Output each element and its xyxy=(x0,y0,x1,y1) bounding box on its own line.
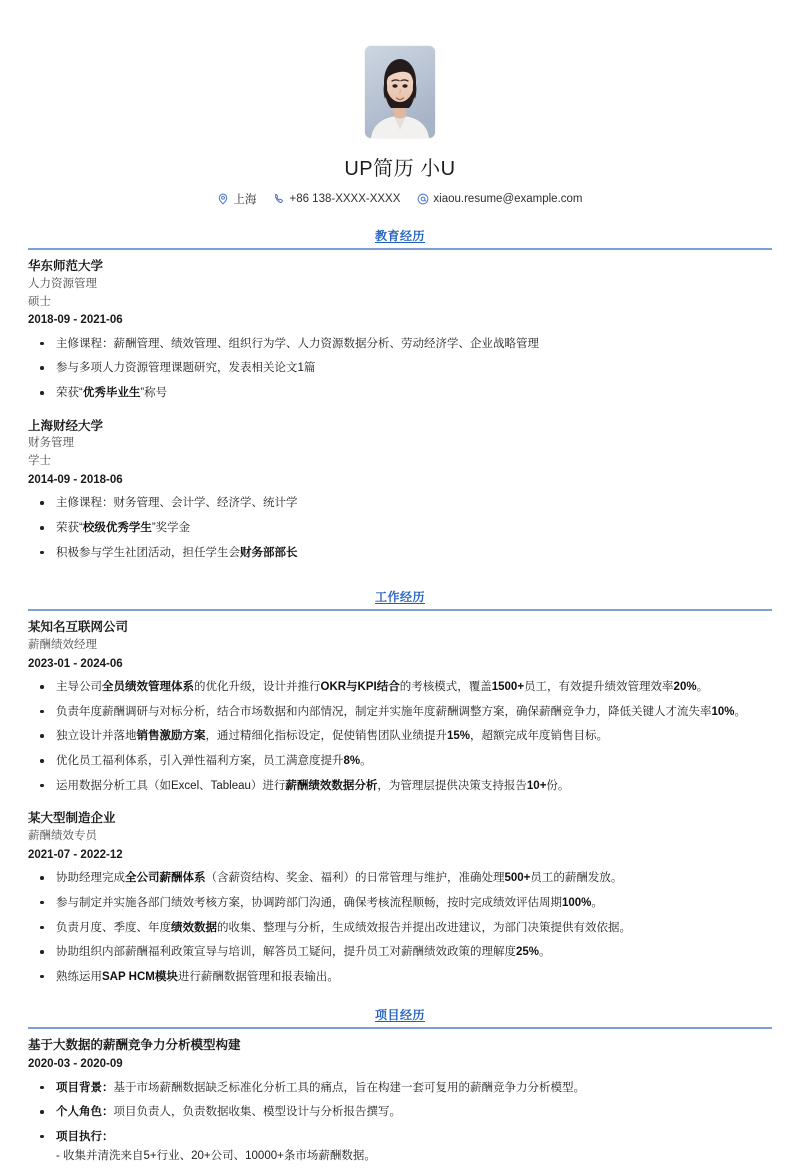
work-entry xyxy=(28,618,772,795)
list-item: 荣获“优秀毕业生”称号 xyxy=(28,384,772,403)
contact-email xyxy=(417,193,582,205)
work-date: 2021-07 - 2022-12 xyxy=(28,848,123,861)
phone-icon xyxy=(273,193,285,205)
work-entry xyxy=(28,809,772,986)
education-bullets xyxy=(28,494,772,562)
section-title-work: 工作经历 xyxy=(374,590,425,605)
company-name: 某大型制造企业 xyxy=(28,811,116,826)
list-item: 协助经理完成全公司薪酬体系（含薪资结构、奖金、福利）的日常管理与维护，准确处理500+员工的薪酬发放。 xyxy=(28,869,772,888)
section-education xyxy=(28,227,772,562)
work-bullets xyxy=(28,678,772,795)
company-name: 某知名互联网公司 xyxy=(28,620,129,635)
project-name: 基于大数据的薪酬竞争力分析模型构建 xyxy=(28,1038,241,1053)
list-item: 负责月度、季度、年度绩效数据的收集、整理与分析，生成绩效报告并提出改进建议，为部门决策提供有效依据。 xyxy=(28,919,772,938)
list-item: 个人角色：项目负责人，负责数据收集、模型设计与分析报告撰写。 xyxy=(28,1103,772,1122)
list-item: 参与多项人力资源管理课题研究，发表相关论文1篇 xyxy=(28,359,772,378)
section-title-education: 教育经历 xyxy=(374,229,425,243)
section-work xyxy=(28,588,772,986)
project-entry xyxy=(28,1036,772,1166)
section-divider xyxy=(28,609,772,611)
school-date: 2014-09 - 2018-06 xyxy=(28,474,123,487)
photo-wrapper xyxy=(28,46,772,138)
list-item: 主修课程：薪酬管理、绩效管理、组织行为学、人力资源数据分析、劳动经济学、企业战略管理 xyxy=(28,335,772,354)
school-name: 上海财经大学 xyxy=(28,418,104,433)
list-item: 主修课程：财务管理、会计学、经济学、统计学 xyxy=(28,494,772,513)
list-item: 主导公司全员绩效管理体系的优化升级，设计并推行OKR与KPI结合的考核模式，覆盖1500+员工，有效提升绩效管理效率20%。 xyxy=(28,678,772,697)
profile-photo xyxy=(365,46,435,138)
job-role: 薪酬绩效经理 xyxy=(28,639,97,652)
school-degree: 学士 xyxy=(28,455,51,468)
school-major: 财务管理 xyxy=(28,437,74,450)
contact-location xyxy=(217,191,256,207)
list-item: 负责年度薪酬调研与对标分析，结合市场数据和内部情况，制定并实施年度薪酬调整方案，确保薪酬竞争力，降低关键人才流失率10%。 xyxy=(28,703,772,722)
location-pin-icon xyxy=(217,193,229,205)
resume-header xyxy=(28,0,772,207)
school-date: 2018-09 - 2021-06 xyxy=(28,314,123,327)
list-item: 独立设计并落地销售激励方案，通过精细化指标设定，促使销售团队业绩提升15%，超额完成年度销售目标。 xyxy=(28,727,772,746)
person-name: UP简历 小U xyxy=(344,158,456,180)
contact-phone xyxy=(273,193,400,205)
contact-row xyxy=(28,191,772,207)
section-divider xyxy=(28,248,772,250)
list-item: 优化员工福利体系，引入弹性福利方案，员工满意度提升8%。 xyxy=(28,752,772,771)
list-item: 协助组织内部薪酬福利政策宣导与培训，解答员工疑问，提升员工对薪酬绩效政策的理解度25%。 xyxy=(28,943,772,962)
education-bullets xyxy=(28,335,772,403)
contact-email-text: xiaou.resume@example.com xyxy=(433,193,583,205)
email-at-icon xyxy=(417,193,429,205)
list-item: 荣获“校级优秀学生”奖学金 xyxy=(28,519,772,538)
school-degree: 硕士 xyxy=(28,295,51,308)
section-project xyxy=(28,1006,772,1166)
contact-location-text: 上海 xyxy=(233,194,257,206)
job-role: 薪酬绩效专员 xyxy=(28,830,97,843)
list-item: 熟练运用SAP HCM模块进行薪酬数据管理和报表输出。 xyxy=(28,968,772,987)
school-name: 华东师范大学 xyxy=(28,259,104,273)
section-divider xyxy=(28,1027,772,1029)
education-entry xyxy=(28,257,772,403)
list-item: 运用数据分析工具（如Excel、Tableau）进行薪酬绩效数据分析，为管理层提供决策支持报告10+份。 xyxy=(28,777,772,796)
list-item: 项目执行： - 收集并清洗来自5+行业、20+公司、10000+条市场薪酬数据。 xyxy=(28,1128,772,1166)
list-item: 参与制定并实施各部门绩效考核方案，协调跨部门沟通，确保考核流程顺畅，按时完成绩效评估周期100%。 xyxy=(28,894,772,913)
education-entry xyxy=(28,417,772,563)
section-title-project: 项目经历 xyxy=(374,1008,425,1023)
project-date: 2020-03 - 2020-09 xyxy=(28,1058,123,1071)
work-bullets xyxy=(28,869,772,986)
school-major: 人力资源管理 xyxy=(28,277,97,290)
contact-phone-text: +86 138-XXXX-XXXX xyxy=(289,193,401,205)
work-date: 2023-01 - 2024-06 xyxy=(28,657,123,670)
list-item: 积极参与学生社团活动，担任学生会财务部部长 xyxy=(28,544,772,563)
list-item: 项目背景：基于市场薪酬数据缺乏标准化分析工具的痛点，旨在构建一套可复用的薪酬竞争力分析模型。 xyxy=(28,1079,772,1098)
project-bullets xyxy=(28,1079,772,1167)
